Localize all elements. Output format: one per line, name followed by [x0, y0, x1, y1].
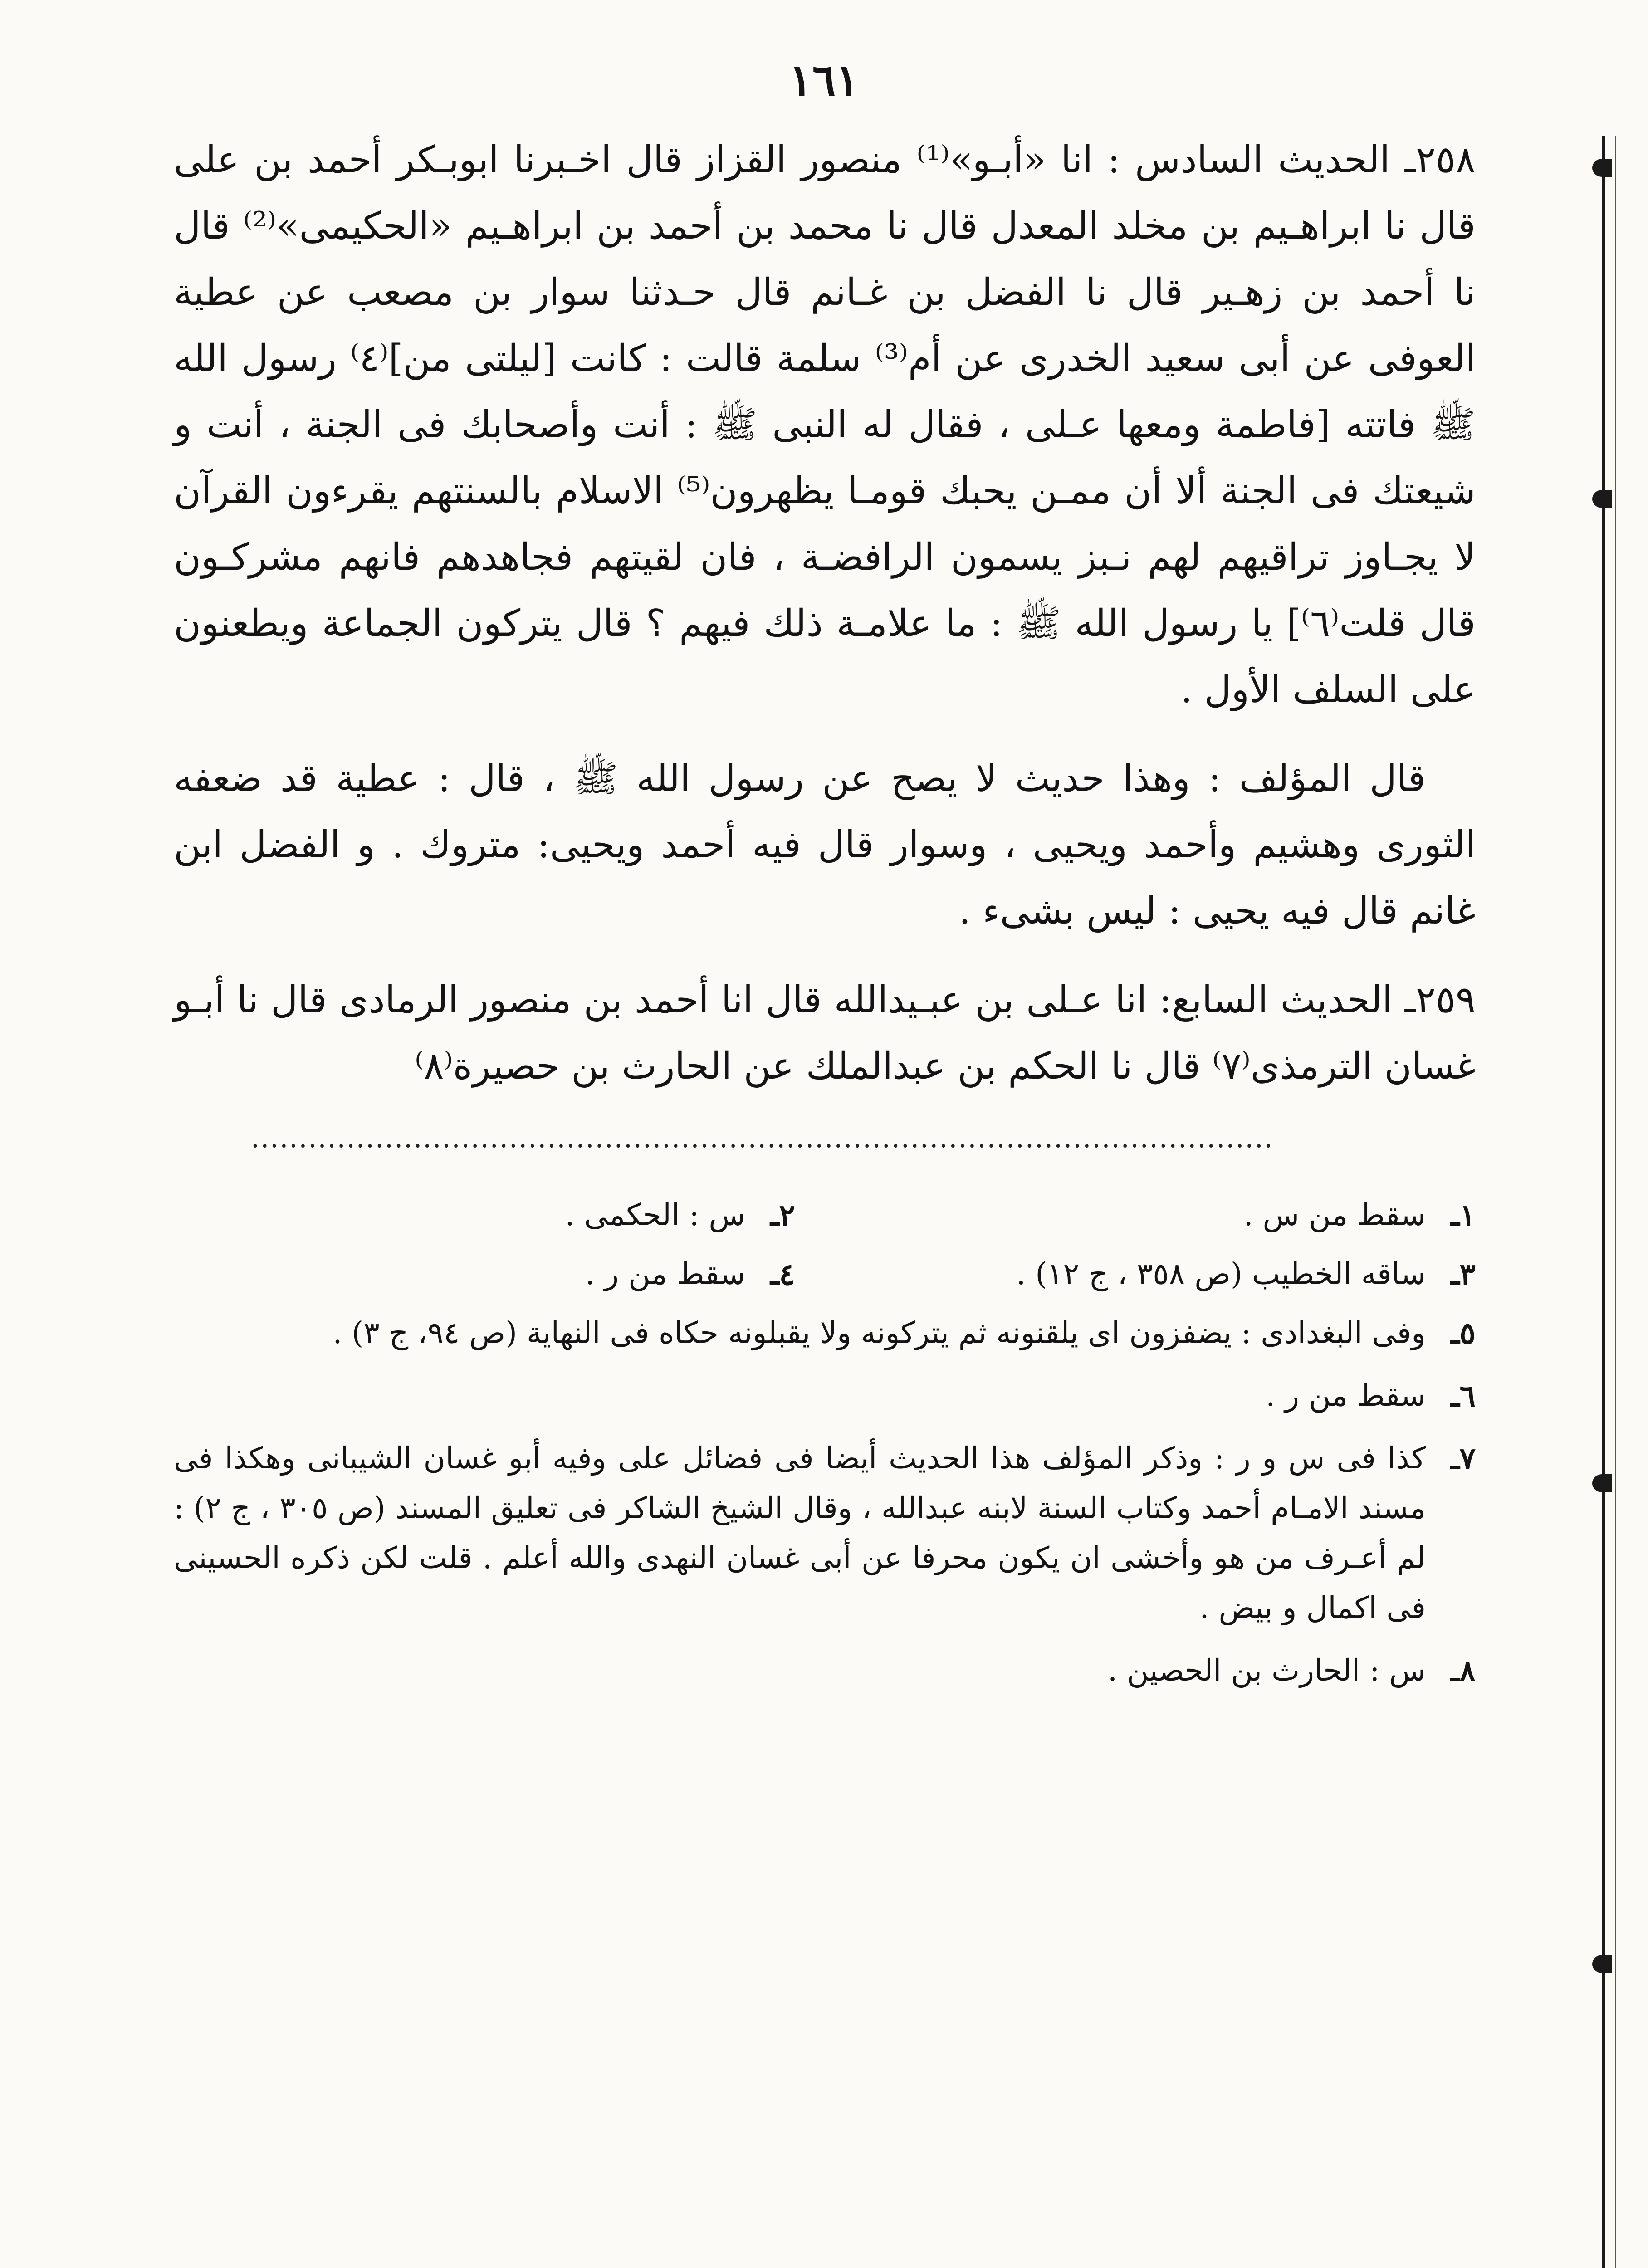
footnote-separator: ........................................................................................................... — [251, 1122, 1274, 1154]
footnote-number: ٢ـ — [770, 1198, 795, 1233]
footnote-text: كذا فى س و ر : وذكر المؤلف هذا الحديث أيضا فى فضائل على وفيه أبو غسان الشيبانى وهكذا فى مسند الامـام أحمد وكتاب السنة لابنه عبدالله ، وقال الشيخ الشاكر فى تعليق المسند (ص ٣٠٥ ، ج ٢) : لم أعـرف من هو وأخشى ان يكون محرفا عن أبى غسان النهدى والله أعلم . قلت لكن ذكره الحسينى فى اكمال و بيض . — [174, 1441, 1426, 1625]
hadith-259-paragraph: ٢٥٩ـ الحديث السابع: انا عـلى بن عبـيدالله قال انا أحمد بن منصور الرمادى قال نا أبـو غسان الترمذى⁽٧⁾ قال نا الحكم بن عبدالملك عن الحارث بن حصيرة⁽٨⁾ — [174, 978, 1476, 1088]
footnote-8 — [174, 1646, 1476, 1696]
page-number: ١٦١ — [789, 54, 859, 106]
footnote-number: ١ـ — [1451, 1198, 1476, 1233]
footnote-1 — [795, 1190, 1476, 1240]
footnote-2 — [565, 1190, 795, 1240]
author-comment-paragraph: قال المؤلف : وهذا حديث لا يصح عن رسول الله ﷺ ، قال : عطية قد ضعفه الثورى وهشيم وأحمد ويحيى ، وسوار قال فيه أحمد ويحيى: متروك . و الفضل ابن غانم قال فيه يحيى : ليس بشىء . — [174, 757, 1476, 933]
footnotes — [174, 1190, 1476, 1696]
footnote-text: سقط من س . — [1243, 1198, 1426, 1232]
footnote-text: س : الحكمى . — [565, 1198, 745, 1232]
binding-mark — [1592, 490, 1612, 508]
footnote-7 — [174, 1433, 1476, 1633]
footnote-number: ٥ـ — [1451, 1315, 1476, 1351]
main-text — [174, 127, 1476, 1708]
footnote-text: ساقه الخطيب (ص ٣٥٨ ، ج ١٢) . — [1016, 1256, 1426, 1291]
binding-mark — [1592, 1474, 1612, 1492]
footnote-row — [174, 1249, 1476, 1299]
footnote-number: ٦ـ — [1451, 1378, 1476, 1413]
footnote-number: ٨ـ — [1451, 1653, 1476, 1688]
footnote-text: وفى البغدادى : يضفزون اى يلقنونه ثم يتركونه ولا يقبلونه حكاه فى النهاية (ص ٩٤، ج ٣) . — [333, 1315, 1426, 1350]
footnote-text: س : الحارث بن الحصين . — [1108, 1653, 1426, 1688]
footnote-6 — [174, 1371, 1476, 1421]
footnote-text: سقط من ر . — [1266, 1378, 1426, 1413]
footnote-text: سقط من ر . — [585, 1256, 745, 1291]
binding-mark — [1592, 159, 1612, 177]
footnote-number: ٣ـ — [1451, 1256, 1476, 1292]
footnote-row — [174, 1190, 1476, 1240]
hadith-258-paragraph: ٢٥٨ـ الحديث السادس : انا «أبـو»⁽¹⁾ منصور القزاز قال اخـبرنا ابوبـكر أحمد بن على قال نا ابراهـيم بن مخلد المعدل قال نا محمد بن أحمد بن ابراهـيم «الحكيمى»⁽²⁾ قال نا أحمد بن زهـير قال نا الفضل بن غـانم قال حـدثنا سوار بن مصعب عن عطية العوفى عن أبى سعيد الخدرى عن أم⁽³⁾ سلمة قالت : كانت [ليلتى من]⁽٤⁾ رسول الله ﷺ فاتته [فاطمة ومعها عـلى ، فقال له النبى ﷺ : أنت وأصحابك فى الجنة ، أنت و شيعتك فى الجنة ألا أن ممـن يحبك قومـا يظهرون⁽⁵⁾ الاسلام بالسنتهم يقرءون القرآن لا يجـاوز تراقيهم لهم نـبز يسمون الرافضـة ، فان لقيتهم فجاهدهم فانهم مشركـون قال قلت⁽٦⁾] يا رسول الله ﷺ : ما علامـة ذلك فيهم ؟ قال يتركون الجماعة ويطعنون على السلف الأول . — [174, 138, 1476, 711]
page-binding-edge — [1602, 136, 1616, 2268]
footnote-4 — [585, 1249, 795, 1299]
binding-mark — [1592, 1955, 1612, 1973]
footnote-5 — [174, 1308, 1476, 1358]
footnote-number: ٤ـ — [770, 1256, 795, 1292]
footnote-3 — [795, 1249, 1476, 1299]
footnote-number: ٧ـ — [1451, 1441, 1476, 1476]
